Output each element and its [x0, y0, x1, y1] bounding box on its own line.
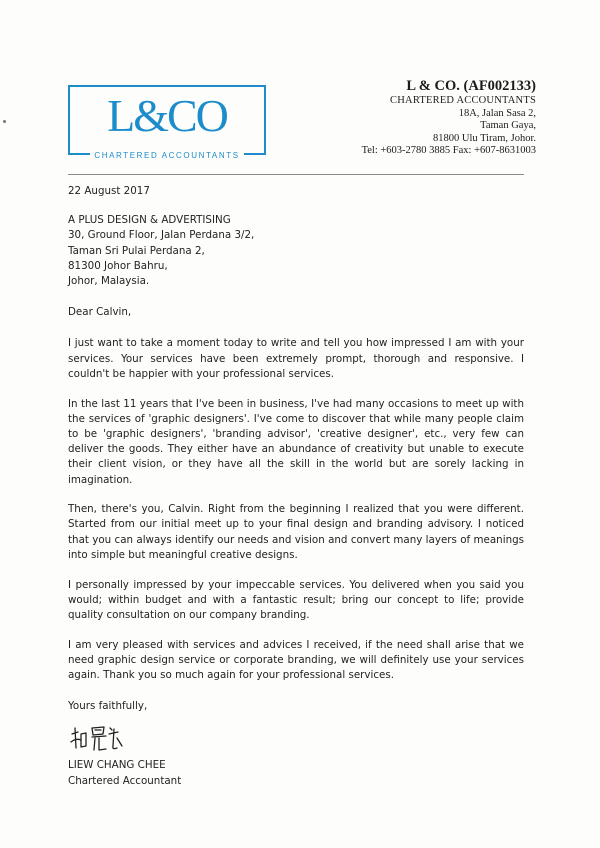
recipient-line: Johor, Malaysia.	[68, 275, 150, 288]
body-paragraph: I am very pleased with services and advices I received, if the need shall arise that we need graphic design service or corporate branding, we will definitely use your services again. Thank you so much again for your professional services.	[68, 638, 524, 682]
letter-date: 22 August 2017	[68, 185, 150, 197]
firm-address-line: Taman Gaya,	[480, 120, 536, 131]
signer-block	[68, 758, 524, 788]
closing: Yours faithfully,	[68, 700, 148, 713]
recipient-line: A PLUS DESIGN & ADVERTISING	[68, 214, 231, 227]
recipient-line: 81300 Johor Bahru,	[68, 259, 168, 272]
letter-body	[68, 184, 524, 789]
body-paragraph: Then, there's you, Calvin. Right from the beginning I realized that you were different. Started from our initial meet up to your final design and branding advisory. I noticed that you can always identify our needs and vision and convert many layers of meanings into simple but meaningful creative designs.	[68, 503, 524, 561]
recipient-line: 30, Ground Floor, Jalan Perdana 3/2,	[68, 229, 255, 242]
header-divider	[68, 174, 524, 175]
salutation: Dear Calvin,	[68, 306, 132, 319]
logo-mark: L&CO	[107, 90, 227, 141]
firm-address-line: 81800 Ulu Tiram, Johor.	[433, 132, 536, 144]
body-paragraph: In the last 11 years that I've been in business, I've had many occasions to meet up with the services of 'graphic designers'. I've come to discover that while many people claim to be 'graphic designers', 'branding advisor', 'creative designer', etc., very few can deliver the goods. They either have an abundance of creativity but unable to execute their client vision, or they have all the skill in the world but are sorely lacking in imagination.	[68, 397, 524, 486]
recipient-address	[68, 213, 524, 289]
firm-logo	[68, 85, 266, 160]
firm-subtitle: CHARTERED ACCOUNTANTS	[390, 95, 536, 106]
body-paragraph: I personally impressed by your impeccable services. You delivered when you said you would; within budget and with a fantastic result; bring our concept to life; provide quality consultation on our company branding.	[68, 578, 524, 621]
firm-header	[276, 78, 536, 158]
signer-title: Chartered Accountant	[68, 774, 182, 787]
handwritten-signature	[68, 718, 524, 758]
firm-name: L & CO. (AF002133)	[406, 78, 536, 94]
body-paragraph: I just want to take a moment today to write and tell you how impressed I am with your services. Your services have been extremely prompt, thorough and responsive. I couldn't be happier with your professional services.	[68, 337, 524, 380]
scan-speck	[3, 120, 6, 123]
firm-contact: Tel: +603-2780 3885 Fax: +607-8631003	[361, 145, 536, 156]
recipient-line: Taman Sri Pulai Perdana 2,	[68, 244, 205, 257]
firm-address-line: 18A, Jalan Sasa 2,	[458, 107, 536, 119]
logo-tagline: CHARTERED ACCOUNTANTS	[70, 151, 264, 160]
signer-name: LIEW CHANG CHEE	[68, 759, 166, 772]
